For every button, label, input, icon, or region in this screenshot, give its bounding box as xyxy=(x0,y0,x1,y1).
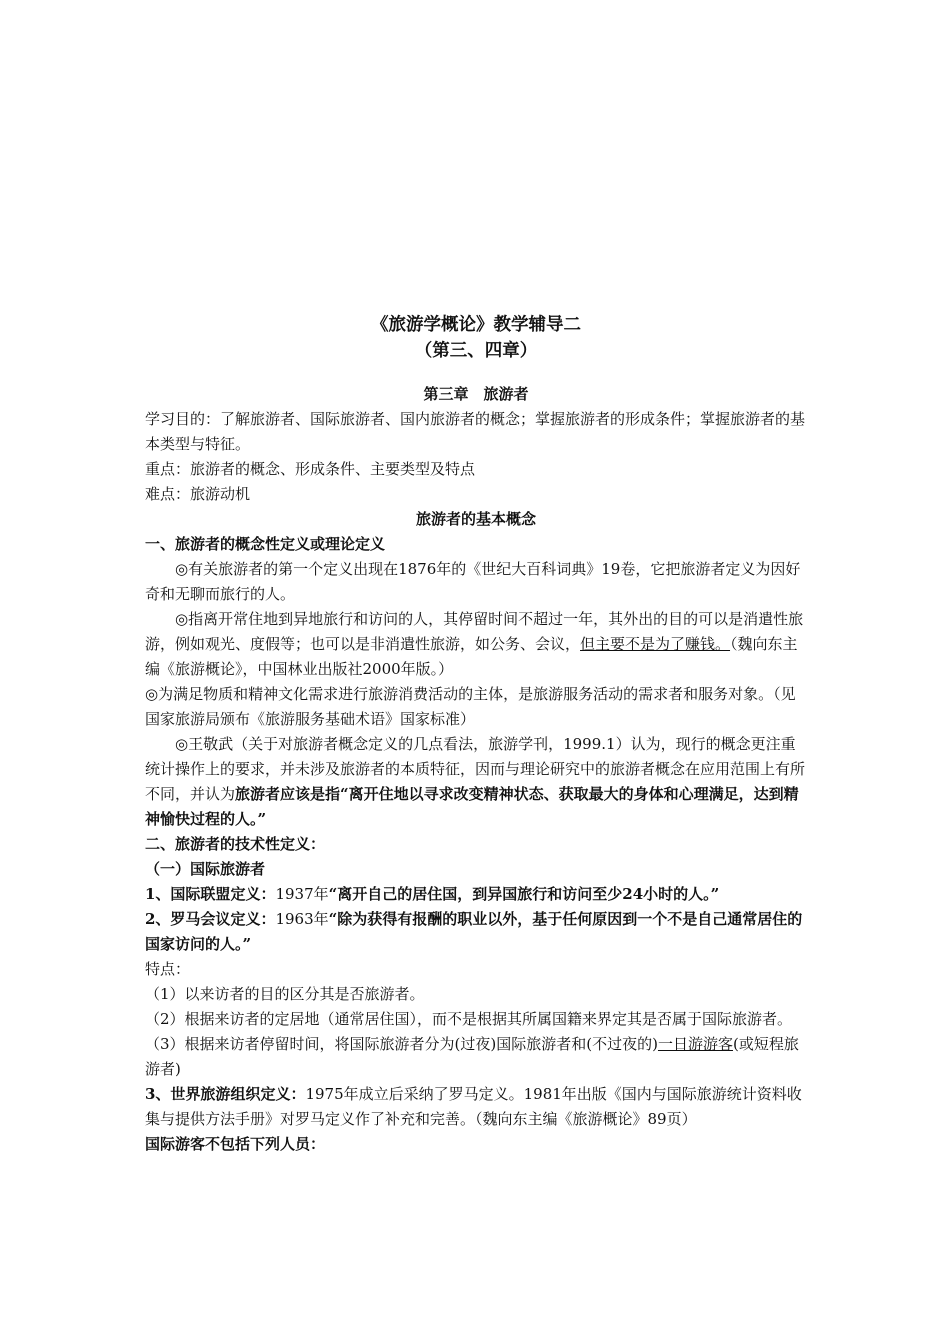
learning-objective: 学习目的：了解旅游者、国际旅游者、国内旅游者的概念；掌握旅游者的形成条件；掌握旅游者的基本类型与特征。 xyxy=(145,410,806,453)
feature-2: （2）根据来访者的定居地（通常居住国），而不是根据其所属国籍来界定其是否属于国际旅游者。 xyxy=(145,1010,793,1028)
chapter-heading: 第三章 旅游者 xyxy=(423,385,529,403)
d1-quote: “离开自己的居住国，到异国旅行和访问至少24小时的人。” xyxy=(328,885,720,903)
p4-text: ◎王敬武（关于对旅游者概念定义的几点看法，旅游学刊，1999.1）认为，现行的概念更注重统计操作上的要求，并未涉及旅游者的本质特征，因而与理论研究中的旅游者概念在应用范围上有所不同，并认为 xyxy=(145,735,806,803)
p2-text: ◎指离开常住地到异地旅行和访问的人，其停留时间不超过一年，其外出的目的可以是消遣性旅游，例如观光、度假等；也可以是非消遣性旅游，如公务、会议， xyxy=(145,610,804,653)
heading-international-tourist: （一）国际旅游者 xyxy=(145,860,266,878)
d2-quote: “除为获得有报酬的职业以外，基于任何原因到一个不是自己通常居住的国家访问的人。” xyxy=(145,910,803,953)
d1-year: 1937年 xyxy=(275,885,329,903)
feature-3 xyxy=(145,1032,807,1082)
paragraph-national-standard: ◎为满足物质和精神文化需求进行旅游消费活动的主体，是旅游服务活动的需求者和服务对象。（见国家旅游局颁布《旅游服务基础术语》国家标准） xyxy=(145,685,796,728)
paragraph-travel-definition xyxy=(145,607,807,682)
difficulty: 难点：旅游动机 xyxy=(145,485,251,503)
features-label: 特点： xyxy=(145,960,191,978)
section-title: 旅游者的基本概念 xyxy=(415,510,536,528)
p4-bold-quote: 旅游者应该是指“离开住地以寻求改变精神状态、获取最大的身体和心理满足，达到精神愉快过程的人。” xyxy=(145,785,799,828)
heading-conceptual-definition: 一、旅游者的概念性定义或理论定义 xyxy=(145,535,386,553)
definition-league-of-nations xyxy=(145,882,807,907)
paragraph-1876-definition: ◎有关旅游者的第一个定义出现在1876年的《世纪大百科词典》19卷，它把旅游者定义为因好奇和无聊而旅行的人。 xyxy=(145,560,801,603)
key-points: 重点：旅游者的概念、形成条件、主要类型及特点 xyxy=(145,460,476,478)
d3-text: 1975年成立后采纳了罗马定义。1981年出版《国内与国际旅游统计资料收集与提供方法手册》对罗马定义作了补充和完善。（魏向东主编《旅游概论》89页） xyxy=(145,1085,802,1128)
definition-rome-conference xyxy=(145,907,807,957)
feature-1: （1）以来访者的目的区分其是否旅游者。 xyxy=(145,985,425,1003)
d1-label: 1、国际联盟定义： xyxy=(145,885,276,903)
p2-underlined: 但主要不是为了赚钱。 xyxy=(580,635,731,653)
d2-year: 1963年 xyxy=(275,910,329,928)
paragraph-wang-jingwu xyxy=(145,732,807,832)
d2-label: 2、罗马会议定义： xyxy=(145,910,276,928)
heading-technical-definition: 二、旅游者的技术性定义： xyxy=(145,835,326,853)
f3-underlined: 一日游游客 xyxy=(657,1035,733,1053)
document-subtitle: （第三、四章） xyxy=(414,341,538,361)
document-title: 《旅游学概论》教学辅导二 xyxy=(371,315,581,335)
p2-citation: （魏向东主编《旅游概论》，中国林业出版社2000年版。） xyxy=(145,635,798,678)
document-page xyxy=(145,312,807,1157)
heading-exclusions: 国际游客不包括下列人员： xyxy=(145,1135,326,1153)
definition-unwto xyxy=(145,1082,807,1132)
f3-tail: (或短程旅游者) xyxy=(145,1035,799,1078)
d3-label: 3、世界旅游组织定义： xyxy=(145,1085,306,1103)
f3-text: （3）根据来访者停留时间，将国际旅游者分为(过夜)国际旅游者和(不过夜的) xyxy=(145,1035,658,1053)
